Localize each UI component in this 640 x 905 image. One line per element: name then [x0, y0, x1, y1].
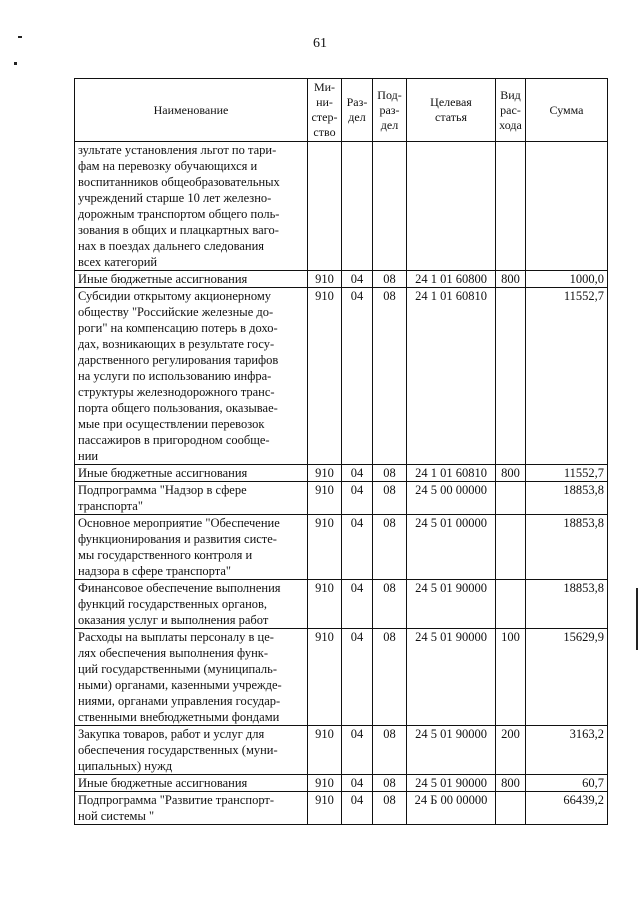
cell-name: зультате установления льгот по тари- фам на перевозку обучающихся и воспитанников общеобразовательных учреждений старше 10 лет железно- дорожным транспортом общего поль- зования в общих и плацкартных ваго- нах в поездах дальнего следования всех категорий [75, 142, 308, 271]
cell-name: Расходы на выплаты персоналу в це- лях обеспечения выполнения функ- ций государственными (муниципаль- ными) органами, казенными учрежде- ниями, органами управления государ- ственными внебюджетными фондами [75, 629, 308, 726]
cell-expense-type: 100 [496, 629, 526, 726]
cell-expense-type: 800 [496, 465, 526, 482]
cell-ministry: 910 [308, 271, 342, 288]
cell-amount: 18853,8 [526, 580, 608, 629]
cell-ministry: 910 [308, 726, 342, 775]
cell-section: 04 [342, 629, 373, 726]
cell-target: 24 Б 00 00000 [407, 792, 496, 825]
cell-subsection: 08 [373, 271, 407, 288]
cell-subsection: 08 [373, 515, 407, 580]
header-target: Целевая статья [407, 79, 496, 142]
cell-amount: 3163,2 [526, 726, 608, 775]
cell-amount: 11552,7 [526, 288, 608, 465]
cell-target: 24 5 01 90000 [407, 775, 496, 792]
cell-amount: 18853,8 [526, 482, 608, 515]
cell-ministry: 910 [308, 792, 342, 825]
cell-subsection: 08 [373, 629, 407, 726]
table-row [75, 515, 608, 580]
cell-ministry: 910 [308, 515, 342, 580]
cell-ministry [308, 142, 342, 271]
table-row [75, 775, 608, 792]
cell-name: Финансовое обеспечение выполнения функций государственных органов, оказания услуг и выполнения работ [75, 580, 308, 629]
cell-target: 24 5 01 90000 [407, 726, 496, 775]
cell-section: 04 [342, 271, 373, 288]
cell-subsection: 08 [373, 775, 407, 792]
scan-mark-right [636, 588, 638, 650]
table-row [75, 580, 608, 629]
table-row [75, 629, 608, 726]
cell-subsection: 08 [373, 726, 407, 775]
header-ministry: Ми- ни- стер- ство [308, 79, 342, 142]
cell-section: 04 [342, 482, 373, 515]
cell-ministry: 910 [308, 580, 342, 629]
cell-expense-type [496, 792, 526, 825]
cell-target: 24 5 00 00000 [407, 482, 496, 515]
cell-subsection: 08 [373, 288, 407, 465]
cell-amount [526, 142, 608, 271]
table-row [75, 271, 608, 288]
cell-amount: 1000,0 [526, 271, 608, 288]
cell-target: 24 1 01 60800 [407, 271, 496, 288]
cell-section: 04 [342, 726, 373, 775]
cell-subsection: 08 [373, 465, 407, 482]
cell-subsection [373, 142, 407, 271]
header-amount: Сумма [526, 79, 608, 142]
header-subsection: Под- раз- дел [373, 79, 407, 142]
header-expense-type: Вид рас- хода [496, 79, 526, 142]
table-row [75, 726, 608, 775]
cell-section: 04 [342, 792, 373, 825]
cell-expense-type [496, 482, 526, 515]
cell-section: 04 [342, 775, 373, 792]
cell-subsection: 08 [373, 580, 407, 629]
cell-amount: 66439,2 [526, 792, 608, 825]
cell-name: Основное мероприятие "Обеспечение функционирования и развития систе- мы государственного контроля и надзора в сфере транспорта" [75, 515, 308, 580]
table-body [75, 142, 608, 825]
header-name: Наименование [75, 79, 308, 142]
cell-expense-type: 200 [496, 726, 526, 775]
table-header-row [75, 79, 608, 142]
cell-name: Иные бюджетные ассигнования [75, 775, 308, 792]
cell-target [407, 142, 496, 271]
cell-name: Иные бюджетные ассигнования [75, 465, 308, 482]
cell-expense-type: 800 [496, 271, 526, 288]
cell-expense-type [496, 142, 526, 271]
cell-subsection: 08 [373, 482, 407, 515]
page-number: 61 [313, 36, 327, 51]
cell-section: 04 [342, 580, 373, 629]
cell-expense-type: 800 [496, 775, 526, 792]
cell-ministry: 910 [308, 288, 342, 465]
table-row [75, 792, 608, 825]
cell-target: 24 1 01 60810 [407, 288, 496, 465]
cell-section [342, 142, 373, 271]
cell-amount: 11552,7 [526, 465, 608, 482]
cell-name: Иные бюджетные ассигнования [75, 271, 308, 288]
cell-ministry: 910 [308, 465, 342, 482]
cell-section: 04 [342, 515, 373, 580]
table-row [75, 482, 608, 515]
scan-mark-left [14, 62, 17, 65]
cell-ministry: 910 [308, 482, 342, 515]
cell-name: Подпрограмма "Развитие транспорт- ной системы " [75, 792, 308, 825]
cell-amount: 18853,8 [526, 515, 608, 580]
cell-target: 24 5 01 90000 [407, 629, 496, 726]
budget-table [74, 78, 608, 825]
table-row [75, 465, 608, 482]
table-row [75, 142, 608, 271]
cell-expense-type [496, 288, 526, 465]
cell-ministry: 910 [308, 775, 342, 792]
cell-target: 24 5 01 00000 [407, 515, 496, 580]
table-row [75, 288, 608, 465]
cell-amount: 15629,9 [526, 629, 608, 726]
cell-expense-type [496, 515, 526, 580]
cell-target: 24 5 01 90000 [407, 580, 496, 629]
cell-amount: 60,7 [526, 775, 608, 792]
cell-name: Субсидии открытому акционерному обществу "Российские железные до- роги" на компенсацию потерь в дохо- дах, возникающих в результате госу- дарственного регулирования тарифов на услуги по использованию инфра- структуры железнодорожного транс- порта общего пользования, оказывае- мые при осуществлении перевозок пассажиров в пригородном сообще- нии [75, 288, 308, 465]
cell-subsection: 08 [373, 792, 407, 825]
cell-ministry: 910 [308, 629, 342, 726]
cell-name: Подпрограмма "Надзор в сфере транспорта" [75, 482, 308, 515]
cell-section: 04 [342, 288, 373, 465]
cell-expense-type [496, 580, 526, 629]
cell-section: 04 [342, 465, 373, 482]
cell-name: Закупка товаров, работ и услуг для обеспечения государственных (муни- ципальных) нужд [75, 726, 308, 775]
cell-target: 24 1 01 60810 [407, 465, 496, 482]
header-section: Раз- дел [342, 79, 373, 142]
